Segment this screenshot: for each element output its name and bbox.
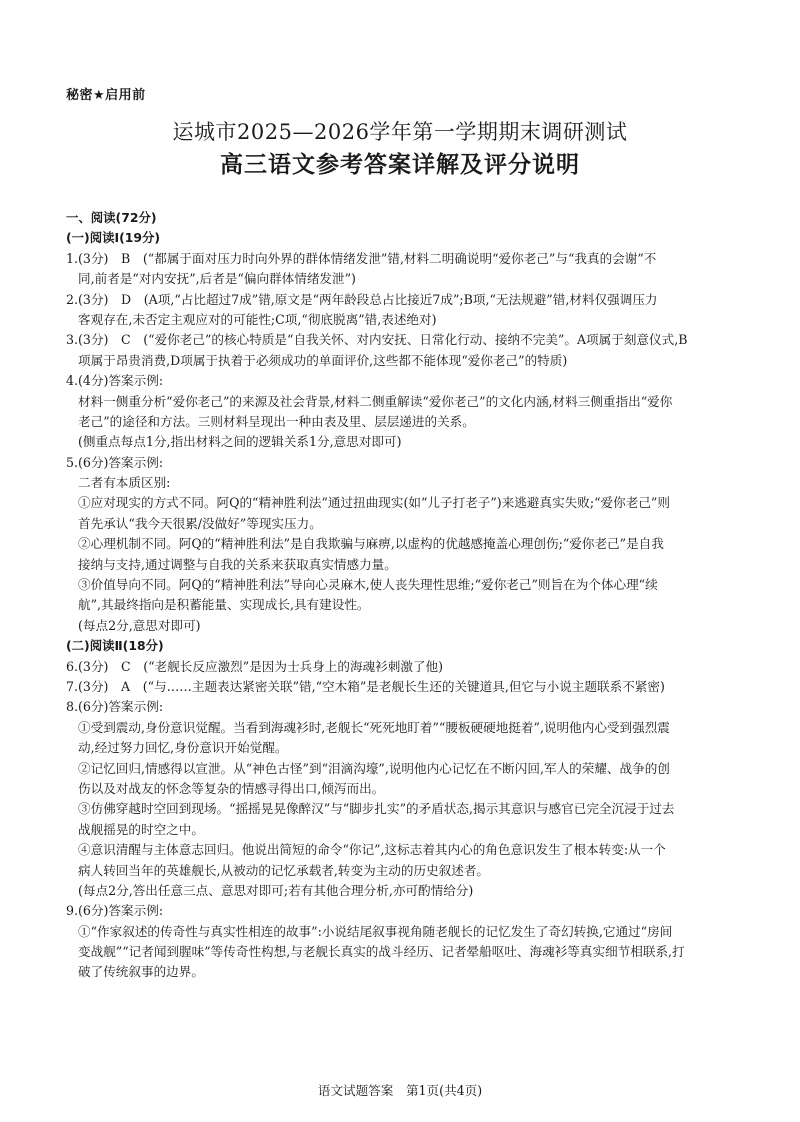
- answer-line: ②心理机制不同。阿Q的“精神胜利法”是自我欺骗与麻痹,以虚构的优越感掩盖心理创伤;“爱你老己”是自我: [78, 536, 664, 552]
- answer-line: ①受到震动,身份意识觉醒。当看到海魂衫时,老舰长“死死地盯着”“腰板硬硬地挺着”,说明他内心受到强烈震: [78, 719, 670, 735]
- answer-line: ①应对现实的方式不同。阿Q的“精神胜利法”通过扭曲现实(如“儿子打老子”)来逃避真实失败;“爱你老己”则: [78, 495, 670, 511]
- answer-line: 伤以及对战友的怀念等复杂的情感寻得出口,倾泻而出。: [78, 780, 385, 796]
- answer-line: 材料一侧重分析“爱你老己”的来源及社会背景,材料二侧重解读“爱你老己”的文化内涵,材料三侧重指出“爱你: [78, 393, 673, 409]
- confidential-mark: 秘密★启用前: [66, 88, 146, 103]
- answer-line: 3.(3分) C (“爱你老己”的核心特质是“自我关怀、对内安抚、日常化行动、接纳不完美”。A项属于刻意仪式,B: [66, 332, 688, 348]
- answer-line: 1.(3分) B (“都属于面对压力时向外界的群体情绪发泄”错,材料二明确说明“爱你老己”与“我真的会谢”不: [66, 250, 657, 266]
- answer-line: 6.(3分) C (“老舰长反应激烈”是因为士兵身上的海魂衫刺激了他): [66, 658, 444, 674]
- answer-line: 4.(4分)答案示例:: [66, 373, 164, 389]
- answer-line: 战舰摇晃的时空之中。: [78, 821, 204, 837]
- answer-line: (每点2分,意思对即可): [78, 617, 201, 633]
- answer-line: ②记忆回归,情感得以宣泄。从“神色古怪”到“泪滴沟壕”,说明他内心记忆在不断闪回,军人的荣耀、战争的创: [78, 760, 670, 776]
- document-title: 高三语文参考答案详解及评分说明: [220, 152, 580, 178]
- answer-line: 破了传统叙事的边界。: [78, 964, 204, 980]
- answer-line: 动,经过努力回忆,身份意识开始觉醒。: [78, 740, 288, 756]
- page-footer: 语文试题答案 第1页(共4页): [317, 1083, 483, 1098]
- answer-line: 同,前者是“对内安抚”,后者是“偏向群体情绪发泄”): [78, 271, 356, 287]
- answer-line: 9.(6分)答案示例:: [66, 903, 164, 919]
- section-heading: 一、阅读(72分): [66, 210, 157, 225]
- section-heading: (一)阅读Ⅰ(19分): [66, 230, 161, 246]
- answer-line: 8.(6分)答案示例:: [66, 699, 164, 715]
- answer-line: ③价值导向不同。阿Q的“精神胜利法”导向心灵麻木,使人丧失理性思维;“爱你老己”则旨在为个体心理“续: [78, 577, 658, 593]
- answer-line: 二者有本质区别:: [78, 475, 171, 491]
- answer-line: 2.(3分) D (A项,“占比超过7成”错,原文是“两年龄段总占比接近7成”;B项,“无法规避”错,材料仅强调压力: [66, 291, 658, 307]
- answer-line: ③仿佛穿越时空回到现场。“摇摇晃晃像醉汉”与“脚步扎实”的矛盾状态,揭示其意识与感官已完全沉浸于过去: [78, 801, 675, 817]
- answer-line: ①“作家叙述的传奇性与真实性相连的故事”:小说结尾叙事视角随老舰长的记忆发生了奇幻转换,它通过“房间: [78, 923, 673, 939]
- answer-line: (每点2分,答出任意三点、意思对即可;若有其他合理分析,亦可酌情给分): [78, 882, 474, 898]
- answer-line: 首先承认“我今天很累/没做好”等现实压力。: [78, 515, 322, 531]
- exam-title: 运城市2025—2026学年第一学期期末调研测试: [172, 120, 628, 144]
- answer-line: 接纳与支持,通过调整与自我的关系来获取真实情感力量。: [78, 556, 397, 572]
- answer-line: ④意识清醒与主体意志回归。他说出简短的命令“你记”,这标志着其内心的角色意识发生了根本转变:从一个: [78, 842, 666, 858]
- answer-line: 老己”的途径和方法。三则材料呈现出一种由表及里、层层递进的关系。: [78, 413, 475, 429]
- answer-line: 病人转回当年的英雄舰长,从被动的记忆承载者,转变为主动的历史叙述者。: [78, 862, 490, 878]
- answer-line: 变战舰”“记者闻到腥味”等传奇性构想,与老舰长真实的战斗经历、记者晕船呕吐、海魂衫等真实细节相联系,打: [78, 944, 685, 960]
- answer-line: 航”,其最终指向是积蓄能量、实现成长,具有建设性。: [78, 597, 370, 613]
- answer-line: 项属于昂贵消费,D项属于执着于必须成功的单面评价,这些都不能体现“爱你老己”的特质): [78, 352, 568, 368]
- answer-line: (侧重点每点1分,指出材料之间的逻辑关系1分,意思对即可): [78, 434, 402, 450]
- section-heading: (二)阅读Ⅱ(18分): [66, 638, 164, 654]
- answer-body: [66, 208, 738, 983]
- answer-line: 客观存在,未否定主观应对的可能性;C项,“彻底脱离”错,表述绝对): [78, 311, 437, 327]
- answer-line: 5.(6分)答案示例:: [66, 454, 164, 470]
- answer-line: 7.(3分) A (“与……主题表达紧密关联”错,“空木箱”是老舰长生还的关键道具,但它与小说主题联系不紧密): [66, 678, 665, 694]
